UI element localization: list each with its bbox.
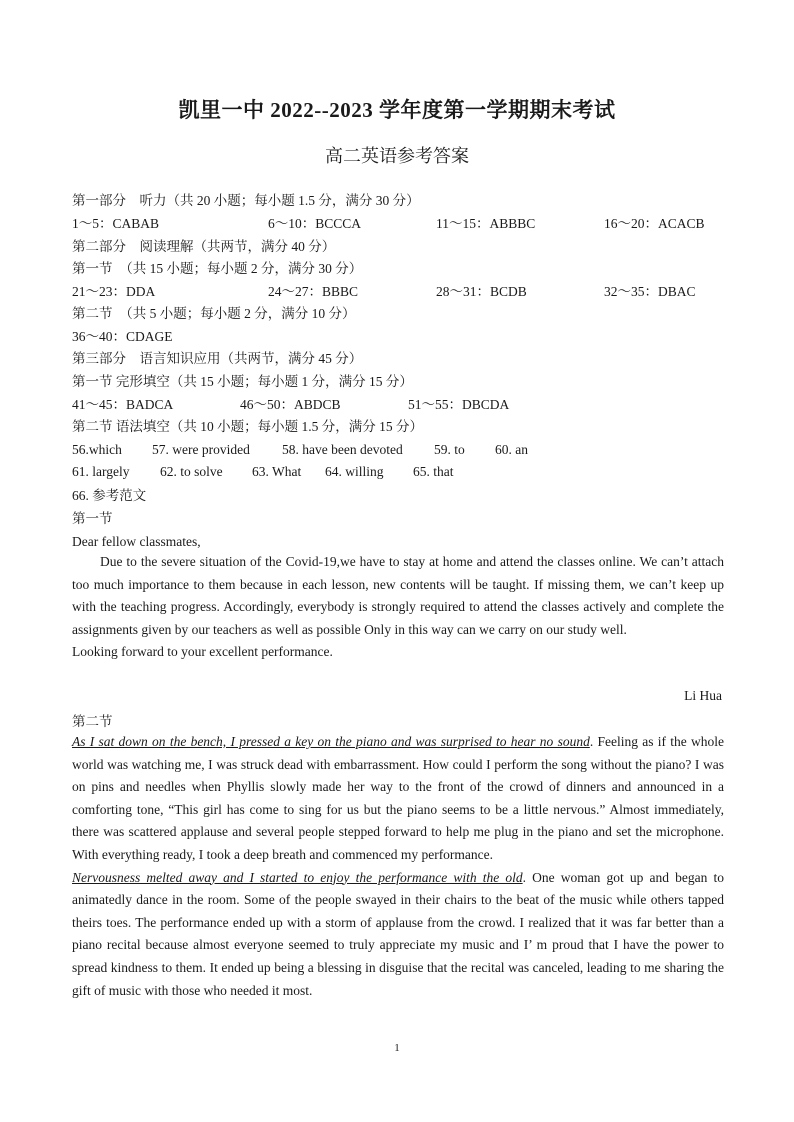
answer-group: 36～40：CDAGE [72,329,173,344]
answer-group: 46～50：ABDCB [240,397,341,412]
grammar-answer: 59. to [434,442,465,457]
part2-section2-heading: 第二节 （共 5 小题；每小题 2 分，满分 10 分） [72,306,356,321]
answer-group: 32～35：DBAC [604,284,696,299]
answer-group: 51～55：DBCDA [408,397,510,412]
essay1-paragraph: Due to the severe situation of the Covid-19,we have to stay at home and attend the classes online. We can’t attach too much importance to them because in each lesson, new contents will be taught. If missing them, we can’t keep up with the teaching progress. Accordingly, everybody is strongly required to attend the classes actively and complete the assignments given by our teachers as well as possible Only in this way can we carry on our study well. [72,554,724,637]
essay1-signature: Li Hua [684,688,722,703]
essay2-p2-given-sentence: Nervousness melted away and I started to enjoy the performance with the old [72,869,523,885]
part1-heading: 第一部分 听力（共 20 小题；每小题 1.5 分，满分 30 分） [72,193,420,208]
essay2-paragraph-2 [72,867,724,1003]
essay1-greeting: Dear fellow classmates, [72,534,201,549]
grammar-answer: 62. to solve [160,464,223,479]
grammar-answer: 64. willing [325,464,384,479]
essay1-label: 第一节 [72,511,113,526]
answer-group: 6～10：BCCCA [268,216,362,231]
essay2-body [72,731,724,1002]
essay2-paragraph-1 [72,731,724,867]
answer-group: 24～27：BBBC [268,284,359,299]
part3-heading: 第三部分 语言知识应用（共两节，满分 45 分） [72,351,363,366]
essay2-p2-text: . One woman got up and began to animatedly dance in the room. Some of the people swayed in their chairs to the beat of the music while others tapped theirs toes. The performance ended up with a storm of applause from the crowd. I realized that it was far better than a piano recital because almost everyone seemed to truly appreciate my music and I’ m proud that I have the power to spread kindness to them. It ended up being a blessing in disguise that the recital was canceled, leading to me sharing the gift of music with those who needed it most. [72,869,724,998]
essay2-label: 第二节 [72,714,113,729]
grammar-answer: 61. largely [72,464,130,479]
answer-group: 41～45：BADCA [72,397,174,412]
part3-section2-heading: 第二节 语法填空（共 10 小题；每小题 1.5 分，满分 15 分） [72,419,423,434]
part2-section1-heading: 第一节 （共 15 小题；每小题 2 分，满分 30 分） [72,261,363,276]
page-number: 1 [394,1042,400,1054]
answer-group: 11～15：ABBBC [436,216,536,231]
grammar-answer: 57. were provided [152,442,250,457]
grammar-answer: 63. What [252,464,302,479]
answer-group: 21～23：DDA [72,284,156,299]
grammar-answer: 65. that [413,464,454,479]
grammar-answer: 56.which [72,442,122,457]
grammar-answer: 60. an [495,442,528,457]
answer-group: 28～31：BCDB [436,284,527,299]
answer-group: 16～20：ACACB [604,216,705,231]
part3-section1-heading: 第一节 完形填空（共 15 小题；每小题 1 分，满分 15 分） [72,374,413,389]
grammar-answer: 58. have been devoted [282,442,403,457]
essay2-p1-text: . Feeling as if the whole world was watching me, I was struck dead with embarrassment. How could I perform the song without the piano? I was on pins and needles when Phyllis slowly made her way to the front of the crowd of dinners and announced in a comforting tone, “This girl has come to sing for us but the piano seems to be a little nervous.” Almost immediately, there was scattered applause and several people stepped forward to help me plug in the piano and set the microphone. With everything ready, I took a deep breath and commenced my performance. [72,734,724,862]
page-title: 凯里一中 2022--2023 学年度第一学期期末考试 [178,98,616,122]
essay2-p1-given-sentence: As I sat down on the bench, I pressed a key on the piano and was surprised to hear no sound [72,734,590,749]
q66-heading: 66. 参考范文 [72,488,147,503]
answer-group: 1～5：CABAB [72,216,160,231]
part2-heading: 第二部分 阅读理解（共两节，满分 40 分） [72,239,336,254]
essay1-body [72,551,724,664]
page-subtitle: 高二英语参考答案 [325,146,469,166]
essay1-closing: Looking forward to your excellent performance. [72,644,333,660]
